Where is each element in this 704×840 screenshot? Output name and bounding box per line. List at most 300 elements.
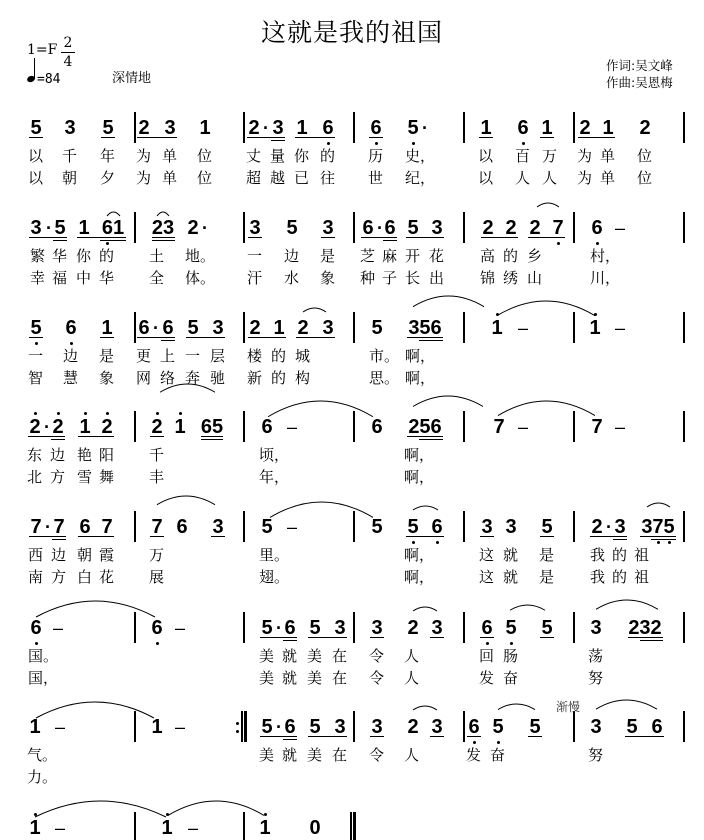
lyric-verse-2: 南 bbox=[28, 568, 44, 586]
note: 7 bbox=[30, 516, 42, 538]
lyric-verse-2: 慧 bbox=[63, 369, 79, 387]
composer-credit: 作曲:吴恩梅 bbox=[606, 75, 673, 90]
note: 6 bbox=[384, 217, 396, 239]
note: 5 bbox=[54, 217, 66, 239]
lyric-verse-1: 霞 bbox=[99, 546, 115, 564]
note: 5 bbox=[30, 317, 42, 339]
slur-arc bbox=[596, 700, 657, 709]
lyric-verse-1: 边 bbox=[50, 446, 66, 464]
barline bbox=[463, 612, 465, 643]
low-octave-dot bbox=[156, 642, 159, 645]
lyric-verse-1: 万 bbox=[149, 546, 165, 564]
note: 2 bbox=[482, 217, 494, 239]
note: 6 bbox=[138, 317, 150, 339]
note: 5 bbox=[529, 716, 541, 738]
final-barline-thin bbox=[350, 812, 352, 840]
credits bbox=[606, 57, 673, 91]
lyric-verse-2: 思。 bbox=[369, 369, 400, 387]
note: 2 bbox=[591, 516, 603, 538]
high-octave-dot bbox=[179, 412, 182, 415]
beam-underline-double bbox=[271, 140, 285, 141]
lyric-verse-2: 展 bbox=[149, 568, 165, 586]
note: 6 bbox=[30, 617, 42, 639]
lyric-verse-1: 顷， bbox=[259, 446, 290, 464]
note: 5 bbox=[371, 516, 383, 538]
note: 2 bbox=[151, 416, 163, 438]
lyric-verse-1: 肠 bbox=[503, 647, 519, 665]
note: 3 bbox=[322, 317, 334, 339]
lyric-verse-2: 象 bbox=[99, 369, 115, 387]
repeat-dot bbox=[236, 722, 239, 725]
note: 2 bbox=[639, 117, 651, 139]
barline bbox=[463, 511, 465, 542]
note: 1 bbox=[296, 117, 308, 139]
lyric-verse-1: 历 bbox=[368, 147, 384, 165]
note: 1 bbox=[79, 416, 91, 438]
note: 5 bbox=[286, 217, 298, 239]
lyric-verse-1: 阳 bbox=[99, 446, 115, 464]
lyric-verse-1: 就 bbox=[503, 546, 519, 564]
note: 6 bbox=[591, 217, 603, 239]
lyric-verse-1: 边 bbox=[284, 247, 300, 265]
barline bbox=[134, 511, 136, 542]
lyric-verse-1: 芝 bbox=[360, 247, 376, 265]
lyric-verse-2: 人 bbox=[542, 169, 558, 187]
note: 6 bbox=[517, 117, 529, 139]
augmentation-dot: · bbox=[46, 218, 52, 238]
lyric-verse-2: 子 bbox=[382, 269, 398, 287]
barline bbox=[134, 612, 136, 643]
note: 6 bbox=[261, 416, 273, 438]
lyric-verse-1: 西 bbox=[28, 546, 44, 564]
lyric-verse-2: 的 bbox=[271, 369, 287, 387]
low-octave-dot bbox=[486, 642, 489, 645]
time-signature-divider bbox=[61, 52, 75, 53]
lyric-verse-1: 就 bbox=[282, 647, 298, 665]
low-octave-dot bbox=[375, 142, 378, 145]
low-octave-dot bbox=[70, 342, 73, 345]
sustain-dash: – bbox=[52, 618, 64, 638]
beam-underline-double bbox=[283, 739, 297, 740]
lyric-verse-2: 构 bbox=[295, 369, 311, 387]
lyric-verse-1: 啊， bbox=[405, 347, 436, 365]
lyric-verse-2: 美 bbox=[259, 669, 275, 687]
note: 256 bbox=[408, 416, 442, 438]
note: 5 bbox=[30, 117, 42, 139]
augmentation-dot: · bbox=[153, 318, 159, 338]
slur-arc bbox=[413, 396, 483, 407]
lyric-verse-1: 就 bbox=[282, 746, 298, 764]
note: 3 bbox=[431, 716, 443, 738]
note: 1 bbox=[259, 817, 271, 839]
lyric-verse-1: 祖 bbox=[634, 546, 650, 564]
lyric-verse-2: 长 bbox=[405, 269, 421, 287]
barline bbox=[243, 812, 245, 840]
beam-underline-double bbox=[51, 439, 65, 440]
lyric-verse-1: 我 bbox=[590, 546, 606, 564]
lyric-verse-2: 啊， bbox=[404, 568, 435, 586]
barline bbox=[243, 112, 245, 143]
lyric-verse-1: 土 bbox=[149, 247, 165, 265]
lyric-verse-2: 络 bbox=[160, 369, 176, 387]
lyric-verse-2: 超 bbox=[246, 169, 262, 187]
barline bbox=[134, 411, 136, 442]
barline bbox=[243, 511, 245, 542]
barline bbox=[243, 411, 245, 442]
augmentation-dot: · bbox=[276, 618, 282, 638]
lyric-verse-1: 千 bbox=[62, 147, 78, 165]
high-octave-dot bbox=[594, 313, 597, 316]
note: 1 bbox=[101, 317, 113, 339]
song-title: 这就是我的祖国 bbox=[260, 18, 443, 47]
note: 1 bbox=[589, 317, 601, 339]
barline bbox=[573, 411, 575, 442]
lyric-verse-1: 地。 bbox=[185, 247, 216, 265]
lyric-verse-2: 世 bbox=[368, 169, 384, 187]
lyric-verse-1: 花 bbox=[429, 247, 445, 265]
lyric-verse-2: 这 bbox=[479, 568, 495, 586]
lyric-verse-2: 美 bbox=[307, 669, 323, 687]
barline bbox=[353, 511, 355, 542]
lyric-verse-1: 一 bbox=[247, 247, 263, 265]
note: 2 bbox=[579, 117, 591, 139]
lyric-verse-2: 是 bbox=[539, 568, 555, 586]
barline bbox=[134, 812, 136, 840]
barline bbox=[683, 511, 685, 542]
lyric-verse-2: 祖 bbox=[634, 568, 650, 586]
lyric-verse-2: 发 bbox=[479, 669, 495, 687]
note: 356 bbox=[408, 317, 442, 339]
lyric-verse-2: 就 bbox=[282, 669, 298, 687]
lyric-verse-1: 朝 bbox=[77, 546, 93, 564]
slur-arc bbox=[647, 503, 670, 507]
note: 6 bbox=[468, 716, 480, 738]
low-octave-dot bbox=[657, 541, 660, 544]
lyric-verse-1: 百 bbox=[515, 147, 531, 165]
lyric-verse-2: 种 bbox=[360, 269, 376, 287]
lyric-verse-2: 人 bbox=[515, 169, 531, 187]
lyric-verse-1: 奋 bbox=[490, 746, 506, 764]
note: 3 bbox=[371, 617, 383, 639]
lyric-verse-1: 为 bbox=[577, 147, 593, 165]
barline bbox=[573, 511, 575, 542]
barline bbox=[353, 112, 355, 143]
lyric-verse-1: 在 bbox=[332, 647, 348, 665]
note: 3 bbox=[334, 716, 346, 738]
beam-underline-double bbox=[53, 240, 67, 241]
note: 1 bbox=[161, 817, 173, 839]
beam-underline-double bbox=[640, 640, 663, 641]
lyric-verse-2: 绣 bbox=[503, 269, 519, 287]
lyric-verse-1: 麻 bbox=[382, 247, 398, 265]
low-octave-dot bbox=[497, 741, 500, 744]
note: 3 bbox=[212, 317, 224, 339]
high-octave-dot bbox=[34, 813, 37, 816]
lyric-verse-2: 的 bbox=[612, 568, 628, 586]
barline bbox=[243, 612, 245, 643]
slur-arc bbox=[537, 203, 559, 207]
note: 2 bbox=[407, 617, 419, 639]
note: 1 bbox=[480, 117, 492, 139]
beam-underline-double bbox=[100, 240, 126, 241]
note: 1 bbox=[273, 317, 285, 339]
lyric-verse-1: 边 bbox=[51, 546, 67, 564]
note: 375 bbox=[641, 516, 675, 538]
note: 1 bbox=[491, 317, 503, 339]
lyric-verse-1: 一 bbox=[185, 347, 201, 365]
low-octave-dot bbox=[557, 242, 560, 245]
lyric-verse-1: 是 bbox=[99, 347, 115, 365]
note: 6 bbox=[362, 217, 374, 239]
sustain-dash: – bbox=[174, 618, 186, 638]
lyric-verse-2: 象 bbox=[320, 269, 336, 287]
sustain-dash: – bbox=[614, 218, 626, 238]
note: 6 bbox=[284, 716, 296, 738]
sustain-dash: – bbox=[517, 417, 529, 437]
note: 1 bbox=[541, 117, 553, 139]
note: 2 bbox=[505, 217, 517, 239]
slur-arc bbox=[413, 506, 438, 510]
lyric-verse-2: 水 bbox=[284, 269, 300, 287]
note: 3 bbox=[30, 217, 42, 239]
note: 3 bbox=[212, 516, 224, 538]
note: 5 bbox=[261, 716, 273, 738]
lyric-verse-2: 在 bbox=[332, 669, 348, 687]
note: 7 bbox=[591, 416, 603, 438]
note: 232 bbox=[628, 617, 662, 639]
low-octave-dot bbox=[473, 741, 476, 744]
high-octave-dot bbox=[496, 313, 499, 316]
note: 5 bbox=[505, 617, 517, 639]
note: 2 bbox=[297, 317, 309, 339]
note: 5 bbox=[371, 317, 383, 339]
lyric-verse-1: 华 bbox=[52, 247, 68, 265]
lyric-verse-2: 锦 bbox=[480, 269, 496, 287]
note: 6 bbox=[79, 516, 91, 538]
note: 3 bbox=[272, 117, 284, 139]
lyric-verse-1: 位 bbox=[637, 147, 653, 165]
lyric-verse-2: 方 bbox=[51, 568, 67, 586]
sustain-dash: – bbox=[517, 318, 529, 338]
lyric-verse-2: 年， bbox=[259, 468, 290, 486]
tempo-value: =84 bbox=[37, 72, 61, 87]
lyric-verse-1: 层 bbox=[210, 347, 226, 365]
low-octave-dot bbox=[327, 142, 330, 145]
barline bbox=[683, 411, 685, 442]
lyric-verse-1: 气。 bbox=[27, 746, 58, 764]
barline bbox=[683, 112, 685, 143]
lyric-verse-2: 啊， bbox=[405, 369, 436, 387]
note: 2 bbox=[529, 217, 541, 239]
augmentation-dot: · bbox=[263, 118, 269, 138]
lyric-verse-2: 以 bbox=[28, 169, 44, 187]
barline bbox=[243, 212, 245, 243]
low-octave-dot bbox=[35, 642, 38, 645]
note-head bbox=[26, 75, 36, 83]
lyric-verse-1: 万 bbox=[542, 147, 558, 165]
slur-arc bbox=[36, 601, 155, 617]
lyric-verse-2: 白 bbox=[77, 568, 93, 586]
lyric-verse-2: 单 bbox=[600, 169, 616, 187]
repeat-barline-thin bbox=[241, 711, 243, 742]
beam-underline-double bbox=[651, 539, 676, 540]
slur-arc bbox=[413, 607, 437, 611]
augmentation-dot: · bbox=[202, 218, 208, 238]
lyric-verse-1: 单 bbox=[600, 147, 616, 165]
barline bbox=[683, 612, 685, 643]
lyric-verse-1: 令 bbox=[369, 647, 385, 665]
lyric-verse-1: 美 bbox=[307, 746, 323, 764]
lyric-verse-2: 夕 bbox=[100, 169, 116, 187]
slur-arc bbox=[35, 801, 166, 817]
note: 1 bbox=[78, 217, 90, 239]
high-octave-dot bbox=[106, 412, 109, 415]
barline bbox=[243, 312, 245, 343]
low-octave-dot bbox=[412, 142, 415, 145]
lyric-verse-2: 啊， bbox=[404, 468, 435, 486]
barline bbox=[463, 411, 465, 442]
note: 2 bbox=[29, 416, 41, 438]
lyric-verse-1: 以 bbox=[28, 147, 44, 165]
lyric-verse-1: 的 bbox=[612, 546, 628, 564]
slur-arc bbox=[36, 702, 154, 718]
lyric-verse-2: 网 bbox=[136, 369, 152, 387]
note: 5 bbox=[541, 516, 553, 538]
note: 6 bbox=[322, 117, 334, 139]
note: 3 bbox=[431, 217, 443, 239]
low-octave-dot bbox=[668, 541, 671, 544]
note: 6 bbox=[284, 617, 296, 639]
slur-arc bbox=[303, 308, 326, 312]
rest: 0 bbox=[309, 817, 321, 839]
beam-underline-double bbox=[152, 240, 175, 241]
lyric-verse-2: 花 bbox=[99, 568, 115, 586]
time-signature-numerator: 2 bbox=[63, 35, 73, 51]
lyric-verse-1: 人 bbox=[404, 746, 420, 764]
lyric-verse-2: 中 bbox=[76, 269, 92, 287]
note: 1 bbox=[174, 416, 186, 438]
lyric-verse-2: 为 bbox=[577, 169, 593, 187]
lyric-verse-1: 高 bbox=[480, 247, 496, 265]
lyric-verse-1: 你 bbox=[294, 147, 310, 165]
low-octave-dot bbox=[106, 242, 109, 245]
lyric-verse-1: 是 bbox=[320, 247, 336, 265]
note: 3 bbox=[505, 516, 517, 538]
lyric-verse-2: 翅。 bbox=[259, 568, 290, 586]
note: 5 bbox=[626, 716, 638, 738]
low-octave-dot bbox=[596, 242, 599, 245]
lyric-verse-2: 出 bbox=[429, 269, 445, 287]
lyric-verse-1: 开 bbox=[405, 247, 421, 265]
barline bbox=[573, 612, 575, 643]
note: 2 bbox=[248, 117, 260, 139]
lyric-verse-2: 人 bbox=[404, 669, 420, 687]
lyric-verse-2: 朝 bbox=[62, 169, 78, 187]
barline bbox=[134, 112, 136, 143]
lyric-verse-1: 回 bbox=[479, 647, 495, 665]
lyric-verse-2: 以 bbox=[478, 169, 494, 187]
high-octave-dot bbox=[156, 412, 159, 415]
slur-arc bbox=[596, 600, 658, 609]
low-octave-dot bbox=[510, 642, 513, 645]
barline bbox=[353, 711, 355, 742]
note: 3 bbox=[334, 617, 346, 639]
lyric-verse-2: 国， bbox=[28, 669, 59, 687]
note: 23 bbox=[151, 217, 175, 239]
repeat-dot bbox=[236, 730, 239, 733]
high-octave-dot bbox=[57, 412, 60, 415]
lyric-verse-2: 越 bbox=[270, 169, 286, 187]
barline bbox=[573, 112, 575, 143]
barline bbox=[353, 312, 355, 343]
beam-underline-double bbox=[201, 439, 223, 440]
note: 3 bbox=[371, 716, 383, 738]
lyric-verse-2: 全 bbox=[149, 269, 165, 287]
beam-underline-double bbox=[161, 340, 175, 341]
slur-arc bbox=[268, 401, 373, 417]
slur-arc bbox=[168, 801, 264, 815]
note: 1 bbox=[29, 716, 41, 738]
lyric-verse-1: 楼 bbox=[247, 347, 263, 365]
note: 5 bbox=[261, 617, 273, 639]
lyric-verse-1: 这 bbox=[479, 546, 495, 564]
augmentation-dot: · bbox=[44, 417, 50, 437]
lyric-verse-2: 单 bbox=[162, 169, 178, 187]
barline bbox=[353, 612, 355, 643]
barline bbox=[573, 212, 575, 243]
note: 61 bbox=[101, 217, 125, 239]
barline bbox=[134, 312, 136, 343]
note: 6 bbox=[151, 617, 163, 639]
note: 5 bbox=[541, 617, 553, 639]
augmentation-dot: · bbox=[276, 717, 282, 737]
barline bbox=[353, 411, 355, 442]
note: 7 bbox=[493, 416, 505, 438]
lyric-verse-2: 山 bbox=[527, 269, 543, 287]
low-octave-dot bbox=[436, 541, 439, 544]
augmentation-dot: · bbox=[606, 517, 612, 537]
lyric-verse-1: 发 bbox=[466, 746, 482, 764]
note: 3 bbox=[481, 516, 493, 538]
lyric-verse-1: 边 bbox=[63, 347, 79, 365]
lyric-verse-1: 你 bbox=[76, 247, 92, 265]
note: 2 bbox=[407, 716, 419, 738]
lyric-verse-1: 的 bbox=[271, 347, 287, 365]
high-octave-dot bbox=[34, 412, 37, 415]
lyric-verse-2: 为 bbox=[136, 169, 152, 187]
lyric-verse-1: 艳 bbox=[77, 446, 93, 464]
barline bbox=[134, 212, 136, 243]
high-octave-dot bbox=[166, 813, 169, 816]
beam-underline-double bbox=[419, 439, 443, 440]
lyric-verse-1: 啊， bbox=[404, 446, 435, 464]
lyric-verse-1: 一 bbox=[28, 347, 44, 365]
lyric-verse-1: 荡 bbox=[588, 647, 604, 665]
lyric-verse-1: 的 bbox=[503, 247, 519, 265]
note: 2 bbox=[138, 117, 150, 139]
slur-arc bbox=[498, 401, 595, 416]
barline bbox=[573, 312, 575, 343]
low-octave-dot bbox=[522, 142, 525, 145]
lyric-verse-2: 雪 bbox=[77, 468, 93, 486]
note: 3 bbox=[249, 217, 261, 239]
note: 3 bbox=[590, 617, 602, 639]
lyric-verse-1: 单 bbox=[162, 147, 178, 165]
sustain-dash: – bbox=[286, 517, 298, 537]
slur-arc bbox=[413, 296, 484, 307]
barline bbox=[463, 212, 465, 243]
beam-underline-double bbox=[613, 539, 627, 540]
